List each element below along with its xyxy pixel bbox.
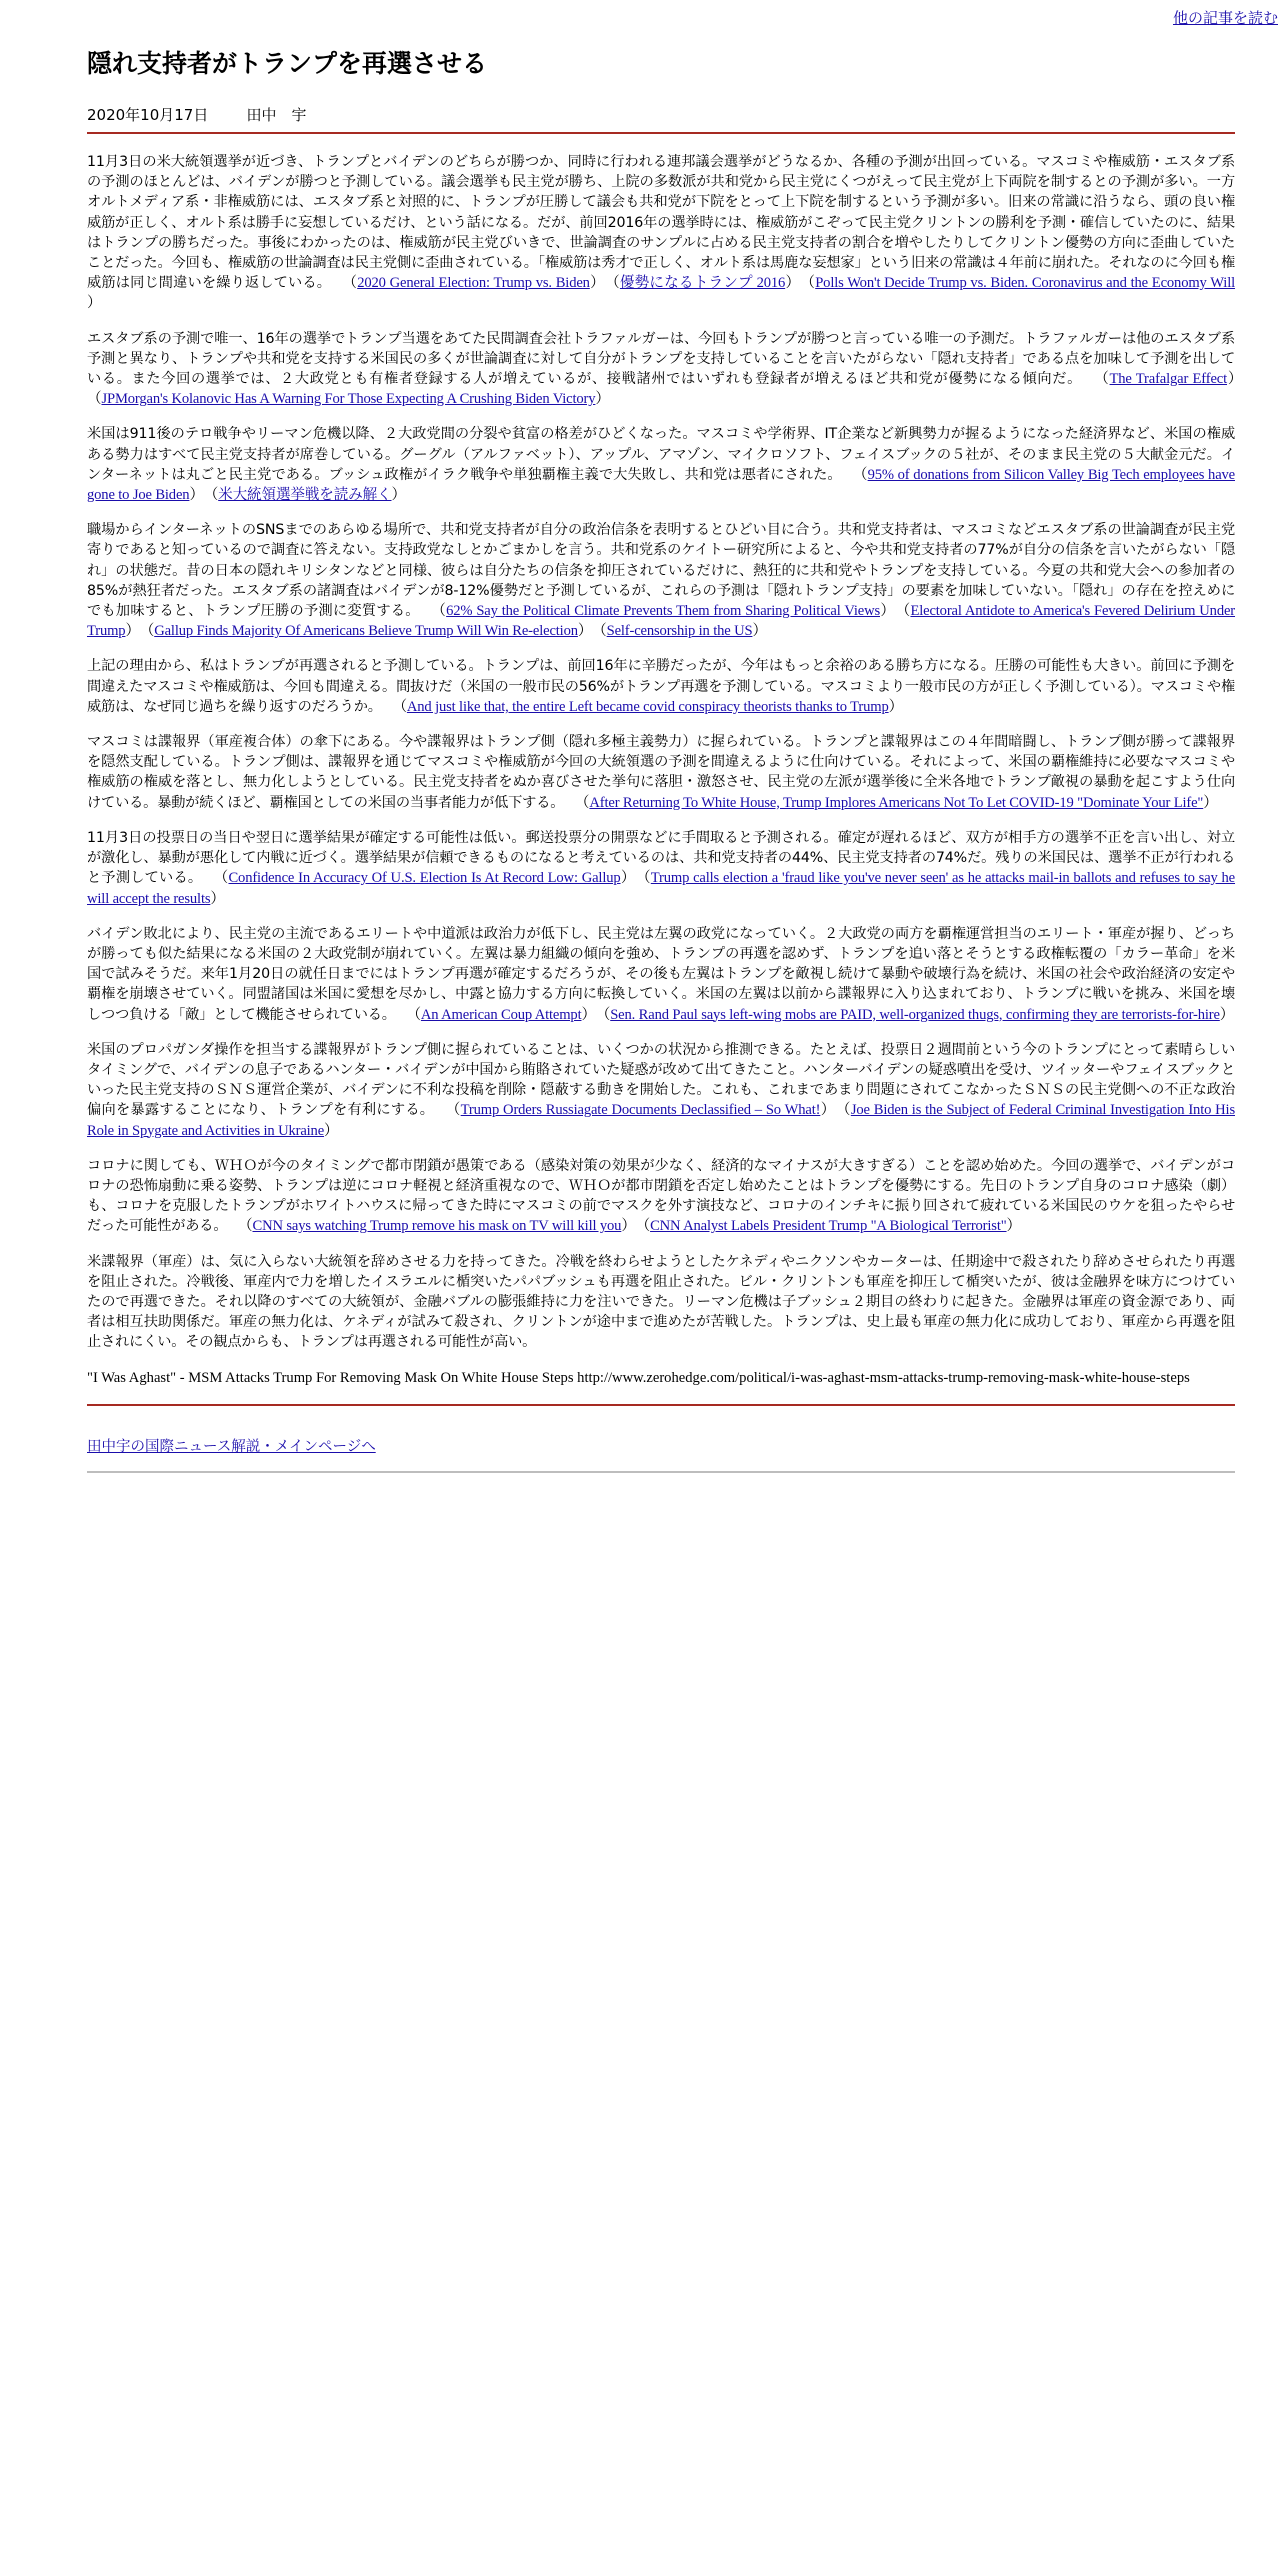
article-body xyxy=(87,152,1250,1353)
reference-link[interactable]: Trump calls election a 'fraud like you've never seen' as he attacks mail-in ballots and refuses to say he will accept the results xyxy=(87,870,1236,907)
ref-open-paren: ） （ xyxy=(785,275,816,292)
ref-open-paren: ） （ xyxy=(87,371,1250,408)
ref-close-paren: ） xyxy=(87,295,102,312)
ref-close-paren: ） xyxy=(324,1122,339,1139)
article-paragraph xyxy=(87,732,1235,813)
reference-link[interactable]: 95% of donations from Silicon Valley Big Tech employees have gone to Joe Biden xyxy=(87,466,1235,504)
article-paragraph xyxy=(87,329,1250,410)
reference-link[interactable]: 62% Say the Political Climate Prevents Them from Sharing Political Views xyxy=(446,603,880,620)
reference-link[interactable]: 2020 General Election: Trump vs. Biden xyxy=(357,275,590,292)
ref-open-paren: ） （ xyxy=(620,870,651,887)
ref-open-paren: （ xyxy=(331,275,358,292)
reference-link[interactable]: After Returning To White House, Trump Implores Americans Not To Let COVID-19 "Dominate Your Life" xyxy=(589,794,1204,811)
ref-open-paren: （ xyxy=(564,794,590,811)
reference-link[interactable]: CNN says watching Trump remove his mask on TV will kill you xyxy=(252,1218,622,1235)
ref-close-paren: ） xyxy=(1219,1006,1235,1023)
reference-link[interactable]: JPMorgan's Kolanovic Has A Warning For Those Expecting A Crushing Biden Victory xyxy=(101,391,596,408)
paragraph-text: バイデン敗北により、民主党の主流であるエリートや中道派は政治力が低下し、民主党は左翼の政党になっていく。２大政党の両方を覇権運営担当のエリート・軍産が握り、どっちが勝っても似た結果になる米国の２大政党制が崩れていく。左翼は暴力組織の傾向を強め、トランプの再選を認めず、トランプを追い落とそうとする政権転覆の「カラー革命」を米国で試みそうだ。来年1月20日の就任日までにはトランプ再選が確定するだろうが、その後も左翼はトランプを敵視し続けて暴動や破壊行為を続け、米国の社会や政治経済の安定や覇権を崩壊させていく。同盟諸国は米国に愛想を尽かし、中露と協力する方向に転換していく。米国の左翼は以前から諜報界に入り込まれており、トランプに戦いを挑み、米国を壊しつつ負ける「敵」として機能させられている。 xyxy=(87,925,1235,1023)
ref-open-paren: （ xyxy=(227,1218,253,1235)
article-author: 田中 宇 xyxy=(246,106,307,124)
ref-close-paren: ） xyxy=(210,890,225,907)
ref-close-paren: ） xyxy=(888,698,904,715)
ref-open-paren: ） （ xyxy=(820,1102,851,1119)
bottom-divider xyxy=(87,1404,1235,1406)
paragraph-text: コロナに関しても、ＷＨＯが今のタイミングで都市閉鎖が愚策である（感染対策の効果が少なく、経済的なマイナスが大きすぎる）ことを認め始めた。今回の選挙で、バイデンがコロナの恐怖扇動に乗る姿勢、トランプは逆にコロナ軽視と経済重視なので、ＷＨＯが都市閉鎖を否定し始めたことはトランプを優勢にする。先日のトランプ自身のコロナ感染（劇）も、コロナを克服したトランプがホワイトハウスに帰ってきた時にマスコミの前でマスクを外す演技など、コロナのインチキに振り回されて疲れている米国民のウケを狙ったやらせだった可能性がある。 xyxy=(87,1157,1235,1235)
ref-open-paren: ） （ xyxy=(880,603,911,620)
paragraph-text: マスコミは諜報界（軍産複合体）の傘下にある。今や諜報界はトランプ側（隠れ多極主義勢力）に握られている。トランプと諜報界はこの４年間暗闘し、トランプ側が勝って諜報界を隠然支配している。トランプ側は、諜報界を通じてマスコミや権威筋が今回の大統領選の予測を間違えるように仕向けている。それによって、米国の覇権維持に必要なマスコミや権威筋の権威を落とし、無力化しようとしている。民主党支持者をぬか喜びさせた挙句に落胆・激怒させ、民主党の左派が選挙後に全米各地でトランプ敵視の暴動を起こすよう仕向けている。暴動が続くほど、覇権国としての米国の当事者能力が低下する。 xyxy=(87,734,1235,811)
paragraph-text: 米国は911後のテロ戦争やリーマン危機以降、２大政党間の分裂や貧富の格差がひどくなった。マスコミや学術界、IT企業など新興勢力が握るようになった経済界など、米国の権威ある勢力はすべて民主党支持者が席巻している。グーグル（アルファベット）、アップル、アマゾン、マイクロソフト、フェイスブックの５社が、そのまま民主党の５大献金元だ。インターネットは丸ごと民主党である。ブッシュ政権がイラク戦争や単独覇権主義で大失敗し、共和党は悪者にされた。 xyxy=(87,426,1235,483)
reference-link[interactable]: Polls Won't Decide Trump vs. Biden. Coronavirus and the Economy Will xyxy=(815,275,1236,292)
article-paragraph xyxy=(87,520,1235,641)
ref-open-paren: （ xyxy=(202,870,229,887)
other-articles-link[interactable]: 他の記事を読む xyxy=(1172,9,1278,27)
ref-open-paren: ） （ xyxy=(621,1218,651,1235)
ref-open-paren: （ xyxy=(434,1102,461,1119)
article xyxy=(87,46,1250,1473)
reference-link[interactable]: Trump Orders Russiagate Documents Declassified – So What! xyxy=(460,1102,821,1119)
ref-open-paren: （ xyxy=(381,698,407,715)
ref-open-paren: ） （ xyxy=(125,623,155,640)
footer-divider xyxy=(87,1471,1235,1473)
reference-link[interactable]: Gallup Finds Majority Of Americans Believe Trump Will Win Re-election xyxy=(154,623,578,640)
article-paragraph xyxy=(87,424,1235,505)
footnote: "I Was Aghast" - MSM Attacks Trump For Removing Mask On White House Steps http://www.zerohedge.com/political/i-was-aghast-msm-attacks-trump-removing-mask-white-house-steps xyxy=(87,1369,1190,1386)
reference-link[interactable]: Joe Biden is the Subject of Federal Criminal Investigation Into His Role in Spygate and Activities in Ukraine xyxy=(87,1102,1235,1139)
article-paragraph xyxy=(87,152,1235,314)
title-divider xyxy=(87,132,1235,134)
reference-link[interactable]: Self-censorship in the US xyxy=(606,623,753,640)
reference-link[interactable]: 優勢になるトランプ 2016 xyxy=(619,275,786,292)
ref-open-paren: （ xyxy=(419,603,447,620)
ref-open-paren: ） （ xyxy=(189,487,219,504)
paragraph-text: 職場からインターネットのSNSまでのあらゆる場所で、共和党支持者が自分の政治信条を表明するとひどい目に合う。共和党支持者は、マスコミなどエスタブ系の世論調査が民主党寄りであると知っているので調査に答えない。支持政党なしとかごまかしを言う。共和党系のケイトー研究所によると、今や共和党支持者の77%が自分の信条を言いたがらない「隠れ」の状態だ。昔の日本の隠れキリシタンなどと同様、彼らは自分たちの信条を抑圧されているだけに、熱狂的に共和党やトランプを支持している。今夏の共和党大会への参加者の85%が熱狂者だった。エスタブ系の諸調査はバイデンが8-12%優勢だと予測しているが、これらの予測は「隠れトランプ支持」の要素を加味していない。「隠れ」の存在を控えめにでも加味すると、トランプ圧勝の予測に変質する。 xyxy=(87,522,1235,620)
paragraph-text: 上記の理由から、私はトランプが再選されると予測している。トランプは、前回16年に辛勝だったが、今年はもっと余裕のある勝ち方になる。圧勝の可能性も大きい。前回に予測を間違えたマスコミや権威筋は、今回も間違える。間抜けだ（米国の一般市民の56%がトランプ再選を予測している。マスコミより一般市民の方が正しく予測している）。マスコミや権威筋は、なぜ同じ過ちを繰り返すのだろうか。 xyxy=(87,658,1235,715)
reference-link[interactable]: An American Coup Attempt xyxy=(420,1006,582,1023)
ref-open-paren: （ xyxy=(395,1006,421,1023)
article-title: 隠れ支持者がトランプを再選させる xyxy=(87,49,488,78)
main-page-link[interactable]: 田中宇の国際ニュース解説・メインページへ xyxy=(87,1438,376,1455)
reference-link[interactable]: Sen. Rand Paul says left-wing mobs are PAID, well-organized thugs, confirming they are terrorists-for-hire xyxy=(610,1006,1220,1023)
paragraph-text: エスタブ系の予測で唯一、16年の選挙でトランプ当選をあてた民間調査会社トラファルガーは、今回もトランプが勝つと言っている唯一の予測だ。トラファルガーは他のエスタブ系予測と異なり、トランプや共和党を支持する米国民の多くが世論調査に対して自分がトランプを支持していることを言いたがらない「隠れ支持者」である点を加味して予測を出している。また今回の選挙では、２大政党とも有権者登録する人が増えているが、接戦諸州ではいずれも登録者が増えるほど共和党が優勢になる傾向だ。 xyxy=(87,330,1235,388)
ref-close-paren: ） xyxy=(391,487,406,504)
ref-open-paren: （ xyxy=(841,466,868,483)
article-paragraph xyxy=(87,828,1235,909)
reference-link[interactable]: 米大統領選挙戦を読み解く xyxy=(218,487,392,504)
ref-open-paren: （ xyxy=(1081,371,1110,388)
ref-open-paren: ） （ xyxy=(577,623,607,640)
article-paragraph xyxy=(87,1252,1235,1353)
paragraph-text: 米国のプロパガンダ操作を担当する諜報界がトランプ側に握られていることは、いくつかの状況から推測できる。たとえば、投票日２週間前という今のトランプにとって素晴らしいタイミングで、バイデンの息子であるハンター・バイデンが中国から賄賂されていた疑惑が改めて出てきたこと。ハンターバイデンの疑惑噴出を受け、ツイッターやフェイスブックといった民主党支持のＳＮＳ運営企業が、バイデンに不利な投稿を削除・隠蔽する動きを開始した。これも、これまであまり問題にされてこなかったＳＮＳの民主党側への不正な政治偏向を暴露することになり、トランプを有利にする。 xyxy=(87,1041,1235,1119)
ref-open-paren: ） （ xyxy=(589,275,620,292)
paragraph-text: 11月3日の投票日の当日や翌日に選挙結果が確定する可能性は低い。郵送投票分の開票などに手間取ると予測される。確定が遅れるほど、双方が相手方の選挙不正を言い出し、対立が激化し、暴動が悪化して内戦に近づく。選挙結果が信頼できるものになると考えているのは、共和党支持者の44%、民主党支持者の74%だ。残りの米国民は、選挙不正が行われると予測している。 xyxy=(87,829,1235,887)
paragraph-text: 11月3日の米大統領選挙が近づき、トランプとバイデンのどちらが勝つか、同時に行われる連邦議会選挙がどうなるか、各種の予測が出回っている。マスコミや権威筋・エスタブ系の予測のほとんどは、バイデンが勝つと予測している。議会選挙も民主党が勝ち、上院の多数派が共和党から民主党にくつがえって民主党が上下両院を制するとの予測が多い。一方オルトメディア系・非権威筋には、エスタブ系と対照的に、トランプが圧勝して議会も共和党が下院をとって上下院を制するという予測が多い。旧来の常識に沿うなら、頭の良い権威筋が正しく、オルト系は勝手に妄想しているだけ、という話になる。だが、前回2016年の選挙時には、権威筋がこぞって民主党クリントンの勝利を予測・確信していたのに、結果はトランプの勝ちだった。事後にわかったのは、権威筋が民主党びいきで、世論調査のサンプルに占める民主党支持者の割合を増やしたりしてクリントン優勢の方向に歪曲していたことだった。今回も、権威筋の世論調査は民主党側に歪曲されている。「権威筋は秀才で正しく、オルト系は馬鹿な妄想家」という旧来の常識は４年前に崩れた。それなのに今回も権威筋は同じ間違いを繰り返している。 xyxy=(87,154,1235,292)
reference-link[interactable]: Electoral Antidote to America's Fevered Delirium Under Trump xyxy=(87,603,1236,640)
article-paragraph xyxy=(87,656,1235,717)
ref-close-paren: ） xyxy=(752,623,767,640)
article-paragraph xyxy=(87,1156,1235,1237)
ref-close-paren: ） xyxy=(1203,794,1218,811)
reference-link[interactable]: Confidence In Accuracy Of U.S. Election Is At Record Low: Gallup xyxy=(228,870,621,887)
byline xyxy=(87,104,1235,126)
ref-close-paren: ） xyxy=(1006,1218,1021,1235)
ref-open-paren: ） （ xyxy=(581,1006,611,1023)
ref-close-paren: ） xyxy=(595,391,610,408)
article-paragraph xyxy=(87,924,1235,1025)
reference-link[interactable]: The Trafalgar Effect xyxy=(1109,371,1228,388)
article-paragraph xyxy=(87,1040,1235,1141)
reference-link[interactable]: And just like that, the entire Left became covid conspiracy theorists thanks to Trump xyxy=(406,698,889,715)
reference-link[interactable]: CNN Analyst Labels President Trump "A Biological Terrorist" xyxy=(650,1218,1007,1235)
article-date: 2020年10月17日 xyxy=(87,106,209,124)
paragraph-text: 米諜報界（軍産）は、気に入らない大統領を辞めさせる力を持ってきた。冷戦を終わらせようとしたケネディやニクソンやカーターは、任期途中で殺されたり辞めさせられたり再選を阻止された。冷戦後、軍産内で力を増したイスラエルに楯突いたパパブッシュも再選を阻止された。ビル・クリントンも軍産を抑圧して楯突いたが、彼は金融界を味方につけていたので再選できた。それ以降のすべての大統領が、金融バブルの膨張維持に力を注いできた。リーマン危機は子ブッシュ２期目の終わりに起きた。金融界は軍産の資金源であり、両者は相互扶助関係だ。軍産の無力化は、ケネディが試みて殺され、クリントンが途中まで進めたが苦戦した。トランプは、史上最も軍産の無力化に成功しており、軍産から再選を阻止されにくい。その観点からも、トランプは再選される可能性が高い。 xyxy=(87,1253,1235,1351)
footer xyxy=(87,1436,1235,1473)
